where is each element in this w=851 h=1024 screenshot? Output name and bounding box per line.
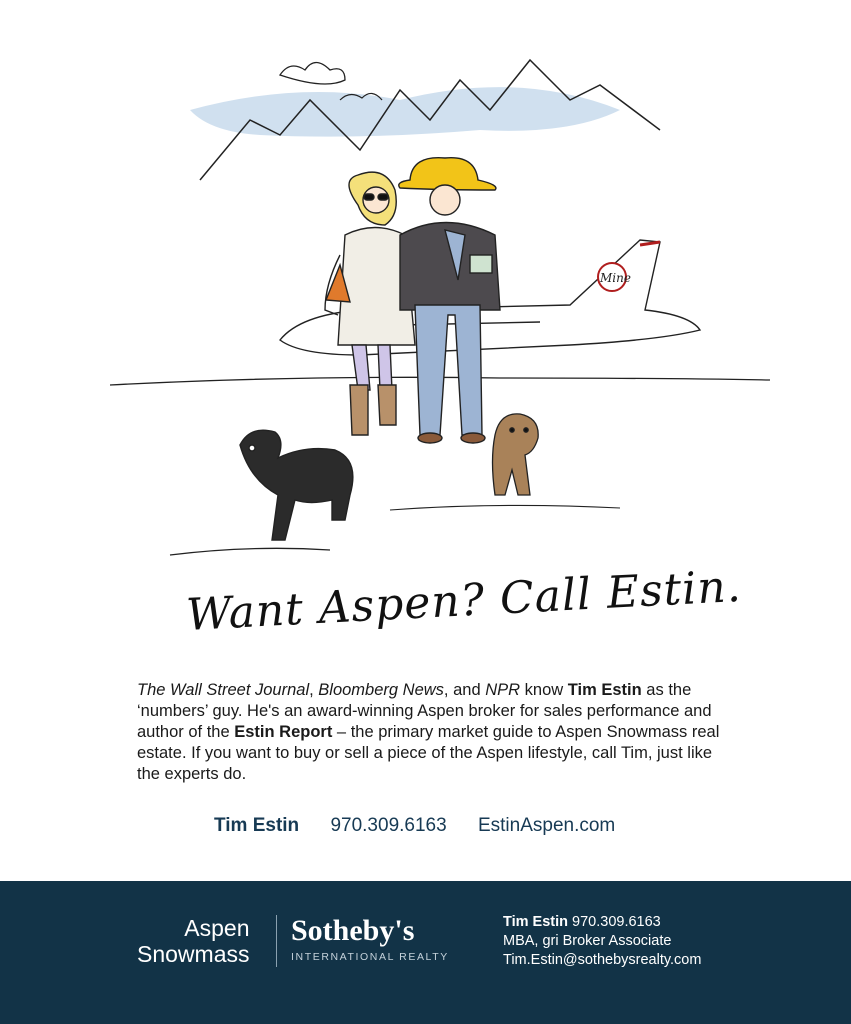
contact-phone[interactable]: 970.309.6163 [330, 815, 447, 836]
cloud-left [280, 63, 345, 85]
agent-email[interactable]: Tim.Estin@sothebysrealty.com [503, 952, 702, 968]
cartoon-illustration [100, 40, 780, 580]
brand-location-line1: Aspen [184, 915, 250, 941]
estin-report-name: Estin Report [234, 723, 333, 741]
man-figure [399, 158, 500, 443]
ground-line-2 [170, 548, 330, 555]
publication-wsj: The Wall Street Journal [137, 681, 310, 699]
publication-npr: NPR [485, 681, 521, 699]
footer-band [0, 881, 851, 1024]
ground-line-3 [390, 505, 620, 510]
brand-divider [276, 915, 277, 967]
body-text-description: as the ‘numbers’ guy. He's an award-winning Aspen broker for sales performance and author of the [137, 681, 712, 741]
black-dog [240, 430, 353, 540]
body-text-separator: , [309, 681, 319, 699]
brand-logo [291, 915, 449, 963]
agent-phone[interactable]: 970.309.6163 [572, 914, 661, 930]
brand-subtitle: INTERNATIONAL REALTY [291, 951, 449, 963]
contact-line [214, 815, 641, 837]
plane-tail-logo: Mine [600, 271, 631, 285]
brand-name: Sotheby's [291, 914, 415, 947]
contact-name: Tim Estin [214, 815, 300, 836]
publication-bloomberg: Bloomberg News [318, 681, 444, 699]
body-text-and: , and [443, 681, 486, 699]
agent-info [503, 913, 701, 970]
body-text-closing: – the primary market guide to Aspen Snowmass real estate. If you want to buy or sell a piece of the Aspen lifestyle, call Tim, just like the experts do. [137, 723, 720, 783]
brown-dog [493, 414, 539, 495]
agent-name-inline: Tim Estin [567, 681, 642, 699]
brand-location [137, 915, 249, 967]
contact-website[interactable]: EstinAspen.com [477, 815, 616, 836]
body-copy [137, 680, 737, 785]
brand-location-line2: Snowmass [137, 941, 250, 967]
handwritten-tagline: Want Aspen? Call Estin. [185, 560, 743, 641]
agent-title: MBA, gri Broker Associate [503, 933, 672, 949]
body-text-know: know [520, 681, 568, 699]
agent-name: Tim Estin [503, 914, 568, 930]
